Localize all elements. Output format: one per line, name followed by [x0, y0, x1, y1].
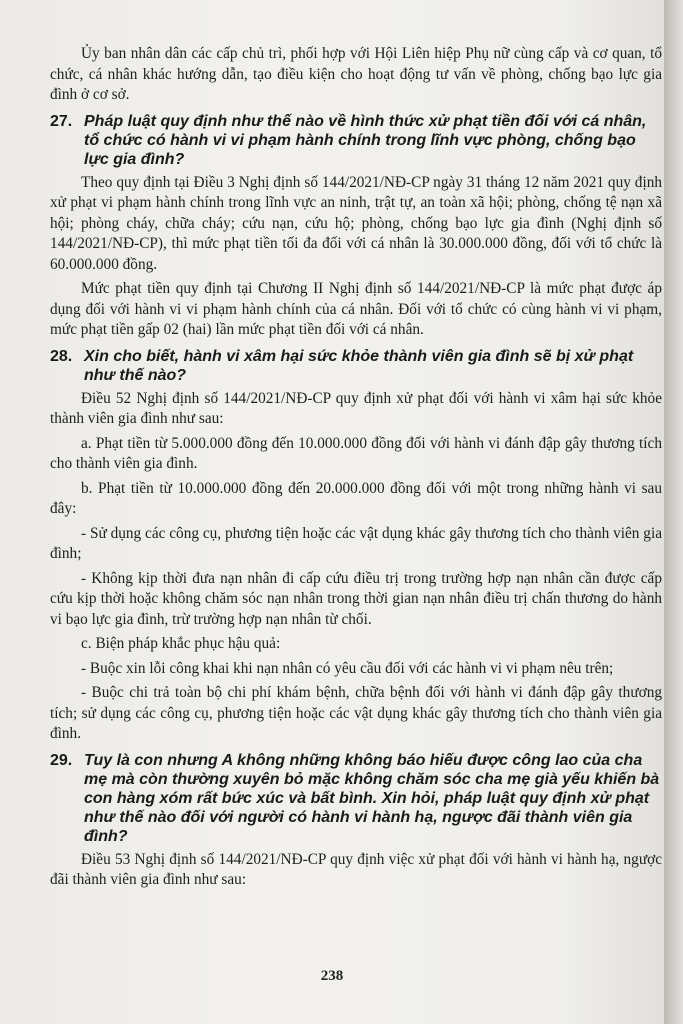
question-29-title: Tuy là con nhưng A không những không báo hiếu được công lao của cha mẹ mà còn thường xuyên bỏ mặc không chăm sóc cha mẹ già yếu khiến bà con hàng xóm rất bức xúc và bất bình. Xin hỏi, pháp luật quy định xử phạt như thế nào đối với người có hành vi hành hạ, ngược đãi thành viên gia đình?: [84, 751, 660, 845]
q28-paragraph: - Sử dụng các công cụ, phương tiện hoặc các vật dụng khác gây thương tích cho thành viên gia đình;: [50, 524, 662, 562]
page-edge: [664, 0, 683, 1024]
q28-paragraph: b. Phạt tiền từ 10.000.000 đồng đến 20.000.000 đồng đối với một trong những hành vi sau đây:: [50, 479, 662, 517]
q29-paragraph: Điều 53 Nghị định số 144/2021/NĐ-CP quy định việc xử phạt đối với hành vi hành hạ, ngược đãi thành viên gia đình như sau:: [50, 850, 662, 888]
question-28-title: Xin cho biết, hành vi xâm hại sức khỏe thành viên gia đình sẽ bị xử phạt như thế nào?: [84, 347, 634, 384]
page-number: 238: [320, 968, 344, 984]
question-27-title: Pháp luật quy định như thế nào về hình thức xử phạt tiền đối với cá nhân, tổ chức có hành vi vi phạm hành chính trong lĩnh vực phòng, chống bạo lực gia đình?: [84, 112, 647, 168]
q28-paragraph: - Buộc chi trả toàn bộ chi phí khám bệnh, chữa bệnh đối với hành vi đánh đập gây thương tích; sử dụng các công cụ, phương tiện hoặc các vật dụng khác gây thương tích cho thành viên gia đình.: [50, 684, 662, 742]
q28-paragraph: Điều 52 Nghị định số 144/2021/NĐ-CP quy định xử phạt đối với hành vi xâm hại sức khỏe thành viên gia đình như sau:: [50, 389, 662, 427]
q28-paragraph: a. Phạt tiền từ 5.000.000 đồng đến 10.000.000 đồng đối với hành vi đánh đập gây thương tích cho thành viên gia đình.: [50, 434, 662, 472]
q27-paragraph: Theo quy định tại Điều 3 Nghị định số 144/2021/NĐ-CP ngày 31 tháng 12 năm 2021 quy định xử phạt vi phạm hành chính trong lĩnh vực an ninh, trật tự, an toàn xã hội; phòng, chống tệ nạn xã hội; phòng cháy, chữa cháy; cứu nạn, cứu hộ; phòng, chống bạo lực gia đình (Nghị định số 144/2021/NĐ-CP), thì mức phạt tiền tối đa đối với cá nhân là 30.000.000 đồng, đối với tổ chức là 60.000.000 đồng.: [50, 173, 662, 273]
question-29-heading: [50, 751, 662, 846]
question-27-number: 27.: [50, 112, 73, 130]
intro-paragraph: Ủy ban nhân dân các cấp chủ trì, phối hợp với Hội Liên hiệp Phụ nữ cùng cấp và cơ quan, tổ chức, cá nhân khác hướng dẫn, tạo điều kiện cho hoạt động tư vấn về phòng, chống bạo lực gia đình ở cơ sở.: [50, 45, 662, 103]
question-29-number: 29.: [50, 751, 73, 769]
question-28-number: 28.: [50, 347, 73, 365]
q28-paragraph: c. Biện pháp khắc phục hậu quả:: [81, 635, 281, 652]
q28-paragraph: - Buộc xin lỗi công khai khi nạn nhân có yêu cầu đối với các hành vi vi phạm nêu trên;: [81, 659, 614, 677]
question-27-heading: [50, 112, 662, 169]
page-content: [50, 44, 662, 895]
question-28-heading: [50, 347, 662, 385]
q28-paragraph: - Không kịp thời đưa nạn nhân đi cấp cứu điều trị trong trường hợp nạn nhân cần được cấp cứu kịp thời hoặc không chăm sóc nạn nhân trong thời gian nạn nhân điều trị chấn thương do hành vi bạo lực gia đình, trừ trường hợp nạn nhân từ chối.: [50, 569, 662, 628]
q27-paragraph: Mức phạt tiền quy định tại Chương II Nghị định số 144/2021/NĐ-CP là mức phạt được áp dụng đối với hành vi vi phạm hành chính của cá nhân. Đối với tổ chức có cùng hành vi vi phạm, mức phạt tiền gấp 02 (hai) lần mức phạt tiền đối với cá nhân.: [50, 280, 662, 338]
